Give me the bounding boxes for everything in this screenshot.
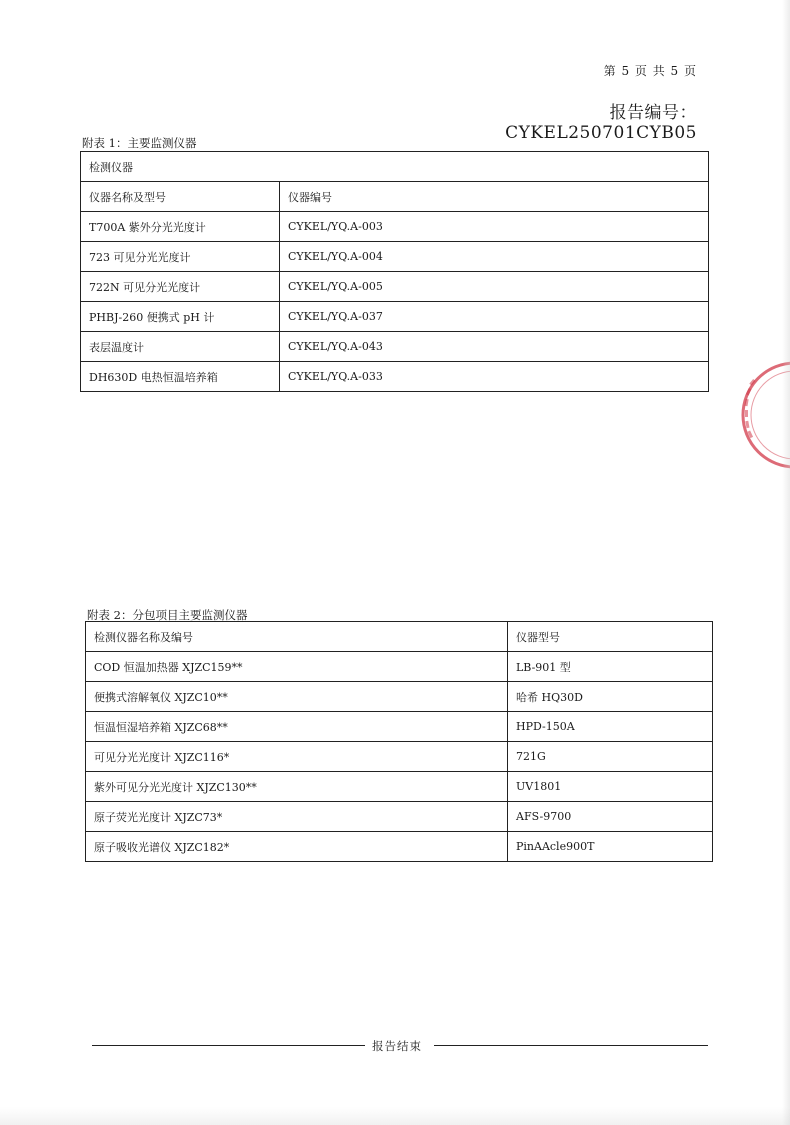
section-header-cell: 检测仪器	[81, 152, 709, 182]
appendix2-caption: 附表 2：分包项目主要监测仪器	[87, 608, 248, 622]
instrument-name-cell: 表层温度计	[81, 332, 280, 362]
instrument-name-cell: PHBJ-260 便携式 pH 计	[81, 302, 280, 332]
table-row	[86, 802, 713, 832]
column-header-id: 仪器编号	[280, 182, 709, 212]
divider-left	[92, 1045, 365, 1046]
instrument-id-cell: CYKEL/YQ.A-004	[280, 242, 709, 272]
table-row	[86, 832, 713, 862]
table-row	[86, 652, 713, 682]
table-row	[81, 362, 709, 392]
table-header-row	[81, 182, 709, 212]
instrument-name-cell: 722N 可见分光光度计	[81, 272, 280, 302]
instrument-name-cell: COD 恒温加热器 XJZC159**	[86, 652, 508, 682]
table-row	[86, 742, 713, 772]
instrument-model-cell: 哈希 HQ30D	[508, 682, 713, 712]
column-header-name: 仪器名称及型号	[81, 182, 280, 212]
instrument-name-cell: T700A 紫外分光光度计	[81, 212, 280, 242]
table-row	[86, 772, 713, 802]
table-row	[81, 212, 709, 242]
divider-right	[434, 1045, 708, 1046]
instrument-name-cell: 便携式溶解氧仪 XJZC10**	[86, 682, 508, 712]
instrument-model-cell: PinAAcle900T	[508, 832, 713, 862]
table-row	[81, 272, 709, 302]
table-section-header-row	[81, 152, 709, 182]
instrument-name-cell: 恒温恒湿培养箱 XJZC68**	[86, 712, 508, 742]
instrument-model-cell: HPD-150A	[508, 712, 713, 742]
appendix2-table	[85, 621, 713, 862]
table-row	[86, 712, 713, 742]
instrument-name-cell: DH630D 电热恒温培养箱	[81, 362, 280, 392]
instrument-name-cell: 可见分光光度计 XJZC116*	[86, 742, 508, 772]
instrument-id-cell: CYKEL/YQ.A-005	[280, 272, 709, 302]
column-header-model: 仪器型号	[508, 622, 713, 652]
report-number: 报告编号：CYKEL250701CYB05	[505, 103, 697, 143]
appendix1-table	[80, 151, 709, 392]
report-end-text: 报告结束	[372, 1039, 422, 1053]
instrument-name-cell: 原子吸收光谱仪 XJZC182*	[86, 832, 508, 862]
table-header-row	[86, 622, 713, 652]
scan-bottom-shade	[0, 1107, 790, 1125]
scan-edge-shade	[782, 0, 790, 1125]
instrument-model-cell: AFS-9700	[508, 802, 713, 832]
page-number: 第 5 页 共 5 页	[603, 64, 697, 78]
instrument-name-cell: 紫外可见分光光度计 XJZC130**	[86, 772, 508, 802]
instrument-model-cell: LB-901 型	[508, 652, 713, 682]
table-row	[81, 332, 709, 362]
instrument-id-cell: CYKEL/YQ.A-043	[280, 332, 709, 362]
table-row	[81, 242, 709, 272]
report-end-line	[92, 1038, 708, 1052]
instrument-name-cell: 原子荧光光度计 XJZC73*	[86, 802, 508, 832]
instrument-model-cell: 721G	[508, 742, 713, 772]
table-row	[81, 302, 709, 332]
appendix1-caption: 附表 1：主要监测仪器	[82, 136, 197, 150]
instrument-model-cell: UV1801	[508, 772, 713, 802]
instrument-name-cell: 723 可见分光光度计	[81, 242, 280, 272]
table-row	[86, 682, 713, 712]
instrument-id-cell: CYKEL/YQ.A-037	[280, 302, 709, 332]
instrument-id-cell: CYKEL/YQ.A-003	[280, 212, 709, 242]
instrument-id-cell: CYKEL/YQ.A-033	[280, 362, 709, 392]
column-header-name: 检测仪器名称及编号	[86, 622, 508, 652]
